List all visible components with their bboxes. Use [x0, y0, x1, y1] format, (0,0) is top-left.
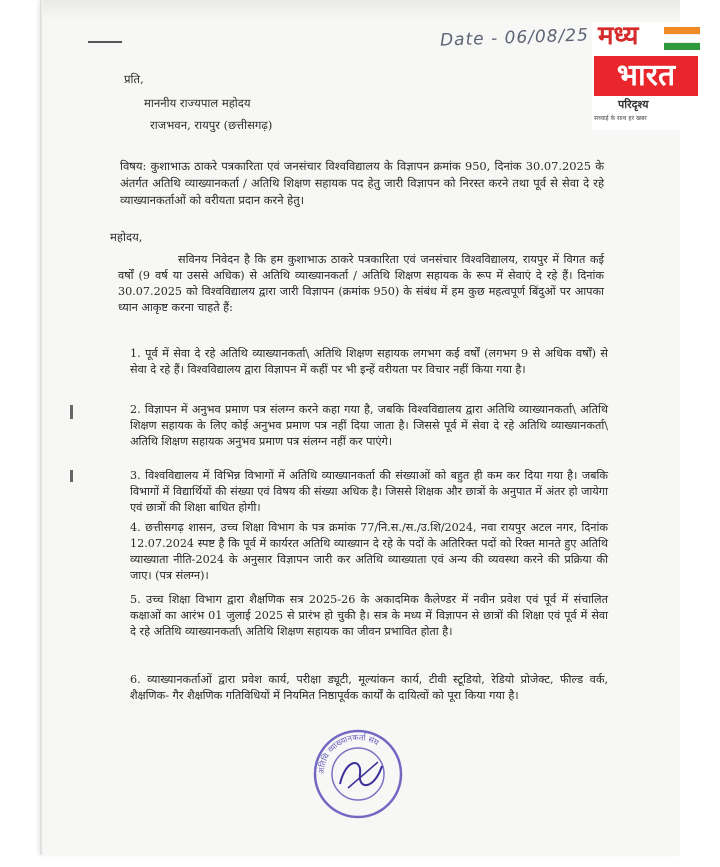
margin-mark — [70, 405, 73, 419]
logo-text-bharat: भारत — [594, 56, 698, 96]
page-top-shadow — [40, 0, 680, 20]
margin-mark — [70, 470, 73, 482]
logo-text-madhya: मध्य — [598, 21, 639, 51]
point-1: 1. पूर्व में सेवा दे रहे अतिथि व्याख्यानकर्ता\ अतिथि शिक्षण सहायक लगभग कई वर्षों (लगभग 9 से अधिक वर्षों) से सेवा दे रहे हैं। विश्वविद्यालय द्वारा विज्ञापन में कहीं पर भी इन्हें वरीयता पर विचार नहीं किया गया है। — [130, 347, 608, 376]
handwritten-date: Date - 06/08/25 — [439, 25, 590, 51]
subject-paragraph: विषय: कुशाभाऊ ठाकरे पत्रकारिता एवं जनसंचार विश्वविद्यालय के विज्ञापन क्रमांक 950, दिनांक 30.07.2025 के अंतर्गत अतिथि व्याख्यानकर्ता / अतिथि शिक्षण सहायक पद हेतु जारी विज्ञापन को निरस्त करने तथा पूर्व से सेवा दे रहे व्याख्यानकर्ताओं को वरीयता प्रदान करने हेतु। — [120, 159, 604, 207]
prati-label: प्रति, — [124, 72, 144, 86]
point-2: 2. विज्ञापन में अनुभव प्रमाण पत्र संलग्न करने कहा गया है, जबकि विश्वविद्यालय द्वारा अतिथि व्याख्यानकर्ता\ अतिथि शिक्षण सहायक के लिए कोई अनुभव प्रमाण पत्र नहीं दिया जाता है। जिससे पूर्व में सेवा दे रहे अतिथि व्याख्यानकर्ता\ अतिथि शिक्षण सहायक अनुभव प्रमाण पत्र संलग्न नहीं कर पाएंगे। — [130, 403, 608, 448]
point-3: 3. विश्वविद्यालय में विभिन्न विभागों में अतिथि व्याख्यानकर्ता की संख्याओं को बहुत ही कम कर दिया गया है। जबकि विभागों में विद्यार्थियों की संख्या एवं विषय की संख्या अधिक है। जिससे शिक्षक और छात्रों के अनुपात में अंतर हो जायेगा एवं छात्रों की शिक्षा बाधित होगी। — [130, 469, 608, 514]
point-6: 6. व्याख्यानकर्ताओं द्वारा प्रवेश कार्य, परीक्षा ड्यूटी, मूल्यांकन कार्य, टीवी स्टूडियो, रेडियो प्रोजेक्ट, फील्ड वर्क, शैक्षणिक- गैर शैक्षणिक गतिविधियों में नियमित निष्ठापूर्वक कार्यों के दायित्वों को पूरा किया गया है। — [130, 673, 608, 702]
flag-icon — [664, 27, 700, 49]
round-seal-stamp — [312, 728, 404, 820]
intro-paragraph: सविनय निवेदन है कि हम कुशाभाऊ ठाकरे पत्रकारिता एवं जनसंचार विश्वविद्यालय, रायपुर में विगत कई वर्षों (9 वर्ष या उससे अधिक) से अतिथि व्याख्यानकर्ता / अतिथि शिक्षण सहायक के रूप में सेवाएं दे रहे हैं। दिनांक 30.07.2025 को विश्वविद्यालय द्वारा जारी विज्ञापन (क्रमांक 950) के संबंध में हम कुछ महत्वपूर्ण बिंदुओं पर आपका ध्यान आकृष्ट करना चाहते हैं: — [118, 253, 604, 314]
point-5: 5. उच्च शिक्षा विभाग द्वारा शैक्षणिक सत्र 2025-26 के अकादमिक कैलेण्डर में नवीन प्रवेश एवं पूर्व में संचालित कक्षाओं का आरंभ 01 जुलाई 2025 से प्रारंभ हो चुकी है। सत्र के मध्य में विज्ञापन से छात्रों की शिक्षा एवं पूर्व में सेवा दे रहे अतिथि व्याख्यानकर्ता\ अतिथि शिक्षण सहायक का जीवन प्रभावित होता है। — [130, 593, 608, 638]
margin-dash — [88, 41, 122, 43]
stamp-text: अतिथि व्याख्यानकर्ता संघ — [316, 732, 381, 775]
recipient-line1: माननीय राज्यपाल महोदय — [144, 96, 251, 110]
point-4: 4. छत्तीसगढ़ शासन, उच्च शिक्षा विभाग के पत्र क्रमांक 77/नि.स./स./उ.शि/2024, नवा रायपुर अटल नगर, दिनांक 12.07.2024 स्पष्ट है कि पूर्व में कार्यरत अतिथि व्याख्यान दे रहे के पदों के अतिरिक्त पदों को रिक्त मानते हुए अतिथि व्याख्याता नीति-2024 के अनुसार विज्ञापन जारी कर अतिथि व्याख्याता एवं अन्य की व्यवस्था करने की प्रक्रिया की जाए। (पत्र संलग्न)। — [130, 521, 608, 582]
logo-tagline: सच्चाई के साथ हर खबर — [594, 115, 647, 122]
page-left-edge — [40, 0, 43, 855]
recipient-line2: राजभवन, रायपुर (छत्तीसगढ़) — [150, 118, 273, 132]
salutation: महोदय, — [110, 230, 143, 244]
logo-text-paridrishya: परिदृश्य — [618, 98, 649, 111]
